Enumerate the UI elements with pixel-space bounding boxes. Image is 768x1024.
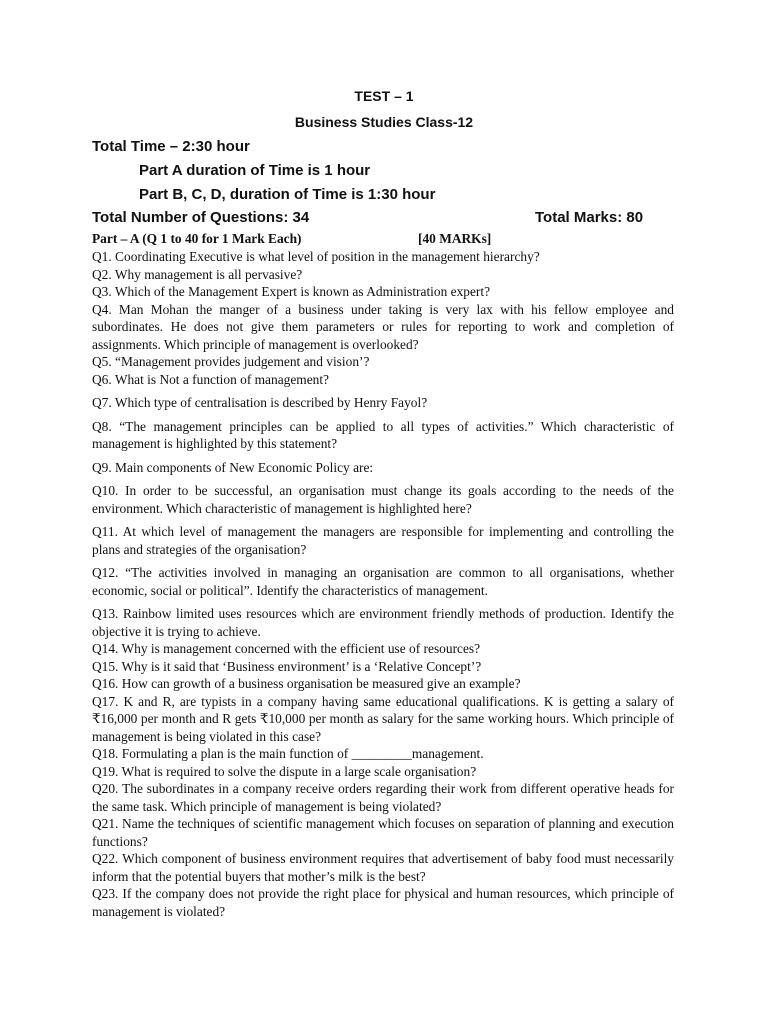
part-bcd-duration: Part B, C, D, duration of Time is 1:30 hour bbox=[139, 186, 436, 203]
total-marks: Total Marks: 80 bbox=[535, 209, 644, 226]
question-item: Q20. The subordinates in a company receive orders regarding their work from different operative heads for the same task. Which principle of management is being violated? bbox=[92, 781, 674, 814]
test-title: TEST – 1 bbox=[354, 88, 414, 104]
question-item: Q2. Why management is all pervasive? bbox=[92, 266, 303, 282]
question-item: Q3. Which of the Management Expert is known as Administration expert? bbox=[92, 284, 491, 299]
question-item: Q21. Name the techniques of scientific management which focuses on separation of planning and execution functions? bbox=[92, 816, 674, 849]
question-item: Q8. “The management principles can be applied to all types of activities.” Which characteristic of management is highlighted by this statement? bbox=[92, 418, 674, 451]
question-list bbox=[92, 230, 674, 920]
part-a-header bbox=[92, 230, 674, 248]
question-item: Q19. What is required to solve the dispute in a large scale organisation? bbox=[92, 763, 477, 779]
question-item: Q15. Why is it said that ‘Business environment’ is a ‘Relative Concept’? bbox=[92, 658, 482, 674]
question-item: Q14. Why is management concerned with the efficient use of resources? bbox=[92, 641, 481, 656]
question-item: Q23. If the company does not provide the right place for physical and human resources, which principle of management is violated? bbox=[92, 886, 674, 919]
question-item: Q17. K and R, are typists in a company having same educational qualifications. K is getting a salary of ₹16,000 per month and R gets ₹10,000 per month as salary for the same working hours. Which principle of management is being violated in this case? bbox=[92, 693, 674, 744]
question-item: Q22. Which component of business environment requires that advertisement of baby food must necessarily inform that the potential buyers that mother’s milk is the best? bbox=[92, 851, 674, 884]
part-a-marks: [40 MARKs] bbox=[418, 231, 492, 246]
total-questions: Total Number of Questions: 34 bbox=[92, 209, 310, 226]
question-item: Q12. “The activities involved in managing an organisation are common to all organisations, whether economic, social or political”. Identify the characteristics of management. bbox=[92, 565, 674, 598]
question-item: Q9. Main components of New Economic Policy are: bbox=[92, 459, 374, 475]
question-item: Q11. At which level of management the managers are responsible for implementing and controlling the plans and strategies of the organisation? bbox=[92, 524, 674, 557]
question-item: Q13. Rainbow limited uses resources which are environment friendly methods of production. Identify the objective it is trying to achieve. bbox=[92, 606, 674, 639]
part-a-duration: Part A duration of Time is 1 hour bbox=[139, 162, 371, 179]
question-item: Q10. In order to be successful, an organisation must change its goals according to the needs of the environment. Which characteristic of management is highlighted here? bbox=[92, 483, 674, 516]
subject-title: Business Studies Class-12 bbox=[294, 114, 474, 130]
question-item: Q6. What is Not a function of management? bbox=[92, 371, 329, 387]
question-item: Q1. Coordinating Executive is what level of position in the management hierarchy? bbox=[92, 249, 540, 264]
question-item: Q18. Formulating a plan is the main function of _________management. bbox=[92, 746, 484, 761]
total-time: Total Time – 2:30 hour bbox=[92, 138, 250, 155]
part-a-heading: Part – A (Q 1 to 40 for 1 Mark Each) bbox=[92, 231, 302, 246]
question-item: Q4. Man Mohan the manger of a business under taking is very lax with his fellow employee and subordinates. He does not give them parameters or rules for reporting to work and completion of assignments. Which principle of management is overlooked? bbox=[92, 301, 674, 352]
question-item: Q5. “Management provides judgement and vision’? bbox=[92, 354, 370, 369]
question-item: Q7. Which type of centralisation is described by Henry Fayol? bbox=[92, 395, 428, 410]
question-item: Q16. How can growth of a business organisation be measured give an example? bbox=[92, 676, 521, 691]
